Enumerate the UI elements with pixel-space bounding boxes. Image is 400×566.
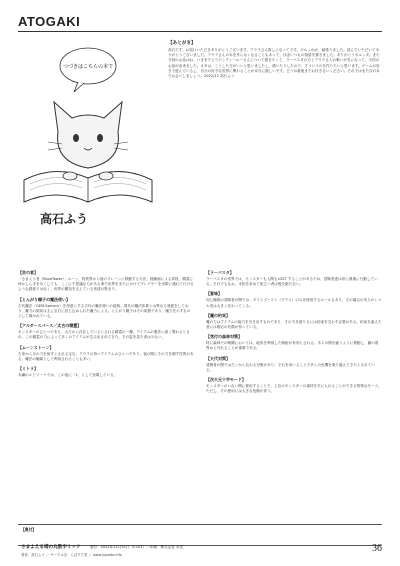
author-illustration — [18, 40, 158, 215]
glossary-section — [206, 334, 382, 351]
section-title: 【次大元十字モード】 — [206, 377, 246, 383]
section-title: 【大代対策】 — [206, 355, 230, 361]
section-title: 【アルダースパース／太古の精霊】 — [18, 323, 82, 329]
section-text: モンスターのひとつであり、太古から存在しているとされる精霊の一種。アイテムの製作に深く関わるとされ、この精霊の力によって多くのアイテムが生み出されてきた。その姿を見た者は少ない。 — [18, 330, 190, 340]
section-title: 【気付の森林対策】 — [206, 334, 242, 340]
section-title: 【ムーンストーン】 — [18, 344, 54, 350]
section-text: 同じ種族の冒険者の間では、ダイスブースト（プラス）のみを使用するルールもあり、その場合の実力のレベル差は大きく変わってくる。 — [206, 298, 382, 308]
section-title: 【ミトラ】 — [18, 366, 38, 372]
section-text: 「さまよう者（RoveTower）」ルーン、物質界から他のプレーンに移動する方法。経験値による昇段、精霊に何かしら手を尽くしても、ここに不思議な力がある事で世界をまたにかけてプレイヤーを実際に連れて行けるような感覚ではなく、世界の構造を支えている者達の集まり。 — [18, 277, 194, 292]
glossary-left-column — [18, 270, 194, 540]
section-title: 【ラーバスタ】 — [206, 270, 234, 275]
glossary-section — [206, 377, 382, 394]
section-text: 冒険者の間では古くから伝わる対策があり、それを用いることで多くの危機を乗り越えてきたとされている。 — [206, 362, 375, 372]
afterword-body: 高石です。お届けいただきありがとうございます。アウラさん推しになってです。ボルッかが、頑張りました。読んでいただいてありがとうございました。アウラさんの本を作らなくなることもあって、ほぼいつもの物語を書きました。ありがとうポルッタ。また今回のお話はね、いままでよりゲンティールーさんについて描きたくて、ラーバスタの方とアウラさんの戦いが気になって、今回のお話が出来ました。ネタは、こうした方がいいと思いましたし、描いたりしたので、そういうのを作りたいと思います。ゲームが好きで遊んでいるし、自分の好きな世界に関わることが本当に嬉しいです。どうか最後までお付き合いください。それではまた次の本でお会いしましょう。2022/12 高石ふう — [168, 48, 380, 79]
page-number: 36 — [372, 543, 382, 554]
section-title: 【魔の約束】 — [206, 312, 230, 318]
section-title: 【とんがり帽子の魔法使い】 — [18, 296, 70, 302]
section-text: 古来から月の力を宿すとされる宝石。アウラの持つアイテムのひとつであり、夜の間にその力を増す性質がある。魔法の触媒として利用されることも多い。 — [18, 351, 194, 361]
glossary-section — [206, 356, 382, 373]
section-text: 魔の力はアイテムの能力を引き出すものであり、その力を借りるには約束を交わす必要がある。約束を違えた者には相応の代償が待っている。 — [206, 319, 382, 330]
colophon-info: 発行：2022年12月31日（C101）／印刷：株式会社 栄光 — [89, 545, 184, 549]
colophon-book-title: さまよえる塔の丸数字ミック — [21, 545, 81, 550]
glossary-section — [206, 270, 382, 287]
glossary-section — [18, 345, 194, 362]
speech-text: つづきはこちらの本で — [62, 64, 114, 70]
colophon-credits: 著者：高石ふう ／ サークル名：らぽすた堂 ／ www.lyposta.info — [21, 553, 122, 557]
glossary-section — [18, 366, 194, 378]
afterword-heading: 【あとがき】 — [168, 41, 196, 46]
section-title: 【意味】 — [206, 291, 222, 297]
glossary-section — [18, 270, 194, 293]
colophon-heading: 【奥付】 — [21, 527, 37, 532]
section-text: モンスターのいない間に使用することで、上位のモンスターの素材を手に入れることができる特殊なモード。ただし、その使用には大きな危険が伴う。 — [206, 384, 382, 394]
glossary-section — [18, 297, 194, 320]
afterword-block — [168, 40, 382, 258]
glossary-section — [206, 313, 382, 330]
glossary-section — [206, 291, 382, 308]
glossary-right-column — [206, 270, 382, 540]
section-title: 【世の者】 — [18, 270, 38, 275]
glossary-section — [18, 323, 194, 340]
title-rule — [18, 31, 382, 32]
section-text: 古代魔法（GEM-Sorcery）を得意とする古代の魔法使いの総称。現代の魔法体系とは異なる発展をしており、魔力の源泉は主に宝石に封じ込められた魔力による。とんがり帽子はその象徴であり、魔力を示すものとして描かれている。 — [18, 303, 191, 319]
section-text: 特に森林での戦闘においては、地形を利用した戦術が有効とされる。木々の間を縫うように移動し、敵の視界から外れることが重要である。 — [206, 341, 379, 351]
section-text: 本編のエピソードでは、この他に「1」として登場している。 — [18, 373, 118, 378]
page-title: ATOGAKI — [18, 14, 81, 29]
author-name: 高石ふう — [40, 212, 89, 226]
section-text: ラーバスタの世界では、モンスターも人間もLOST することがあるため、冒険者達は常に慎重に行動している。それでもなお、未知を求めて旅立つ者は後を絶たない。 — [206, 277, 378, 287]
